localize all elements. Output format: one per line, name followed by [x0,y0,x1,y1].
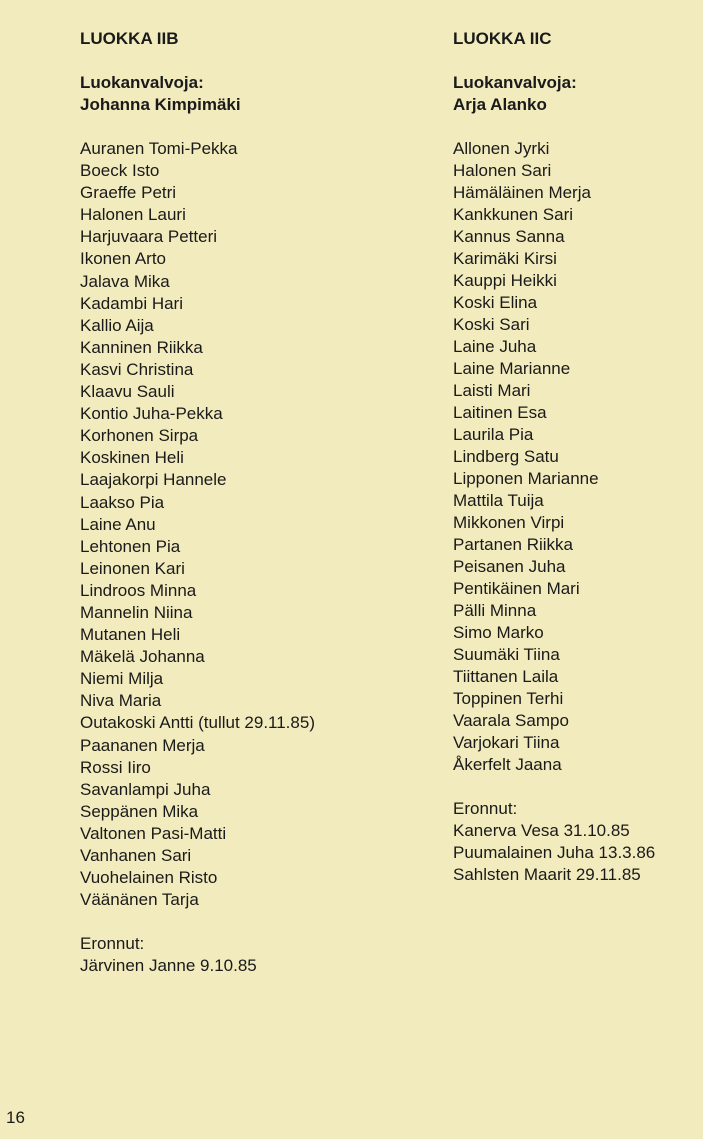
student-name: Boeck Isto [80,161,160,181]
student-name: Halonen Sari [453,161,552,180]
student-name: Kankkunen Sari [453,205,574,224]
class-iic-resigned-list [453,820,698,886]
student-name: Kanninen Riikka [80,337,203,357]
student-name: Mattila Tuija [453,491,544,510]
student-name: Ikonen Arto [80,249,167,269]
student-name: Valtonen Pasi-Matti [80,823,227,843]
student-name: Koskinen Heli [80,448,184,468]
student-name: Kadambi Hari [80,293,183,313]
student-name: Niemi Milja [80,669,164,689]
student-name: Laine Marianne [453,359,571,378]
student-name: Tiittanen Laila [453,667,559,686]
student-name: Peisanen Juha [453,557,566,576]
student-name: Lehtonen Pia [80,536,181,556]
student-name: Mutanen Heli [80,625,181,645]
class-iib-resigned [80,933,410,977]
class-iib-column [80,28,410,977]
student-name: Laitinen Esa [453,403,547,422]
student-name: Laakso Pia [80,492,165,512]
student-name: Koski Sari [453,315,530,334]
resigned-student: Sahlsten Maarit 29.11.85 [453,865,641,884]
student-name: Simo Marko [453,623,544,642]
resigned-student: Järvinen Janne 9.10.85 [80,956,257,976]
class-iib-teacher [80,72,410,116]
student-name: Koski Elina [453,293,538,312]
student-name: Laine Juha [453,337,537,356]
teacher-name: Johanna Kimpimäki [80,95,241,114]
student-name: Niva Maria [80,691,162,711]
student-name: Mannelin Niina [80,602,193,622]
student-name: Lipponen Marianne [453,469,599,488]
class-iic-column [453,28,698,886]
student-name: Suumäki Tiina [453,645,560,664]
student-name: Seppänen Mika [80,801,199,821]
class-iib-resigned-list [80,955,410,977]
student-name: Varjokari Tiina [453,733,560,752]
teacher-name: Arja Alanko [453,95,547,114]
student-name: Vanhanen Sari [80,846,192,865]
student-name: Laurila Pia [453,425,534,444]
student-name: Åkerfelt Jaana [453,755,562,774]
student-name: Kontio Juha-Pekka [80,404,223,424]
student-name: Hämäläinen Merja [453,183,591,202]
class-iic-teacher [453,72,698,116]
student-name: Halonen Lauri [80,205,186,225]
student-name: Savanlampi Juha [80,779,211,799]
student-name: Rossi Iiro [80,757,151,777]
page-number: 16 [6,1108,25,1127]
resigned-label: Eronnut: [453,799,518,818]
student-name: Mikkonen Virpi [453,513,565,532]
teacher-label: Luokanvalvoja: [453,73,577,92]
student-name: Kauppi Heikki [453,271,557,290]
student-name: Kallio Aija [80,315,154,335]
student-name: Väänänen Tarja [80,890,199,910]
student-name: Vuohelainen Risto [80,868,218,888]
resigned-student: Puumalainen Juha 13.3.86 [453,843,656,862]
student-name: Leinonen Kari [80,558,185,578]
student-name: Laisti Mari [453,381,531,400]
resigned-student: Kanerva Vesa 31.10.85 [453,821,630,840]
student-name: Graeffe Petri [80,183,177,203]
student-name: Outakoski Antti (tullut 29.11.85) [80,713,315,733]
student-name: Mäkelä Johanna [80,647,205,667]
student-name: Auranen Tomi-Pekka [80,139,238,158]
student-name: Jalava Mika [80,271,170,291]
student-name: Vaarala Sampo [453,711,569,730]
student-name: Lindberg Satu [453,447,559,466]
student-name: Paananen Merja [80,735,205,755]
student-name: Lindroos Minna [80,580,197,600]
student-name: Toppinen Terhi [453,689,564,708]
student-name: Korhonen Sirpa [80,426,199,446]
class-iic-title: LUOKKA IIC [453,29,552,48]
student-name: Pälli Minna [453,601,537,620]
student-name: Klaavu Sauli [80,382,175,402]
teacher-label: Luokanvalvoja: [80,73,204,92]
student-name: Allonen Jyrki [453,139,550,158]
student-name: Laajakorpi Hannele [80,470,227,490]
class-iib-title: LUOKKA IIB [80,29,179,48]
student-name: Karimäki Kirsi [453,249,557,268]
student-name: Kannus Sanna [453,227,565,246]
resigned-label: Eronnut: [80,934,145,954]
student-name: Kasvi Christina [80,359,194,379]
student-name: Pentikäinen Mari [453,579,580,598]
class-iic-resigned [453,798,698,886]
student-name: Harjuvaara Petteri [80,227,218,247]
student-name: Partanen Riikka [453,535,574,554]
class-iic-student-list [453,138,698,776]
student-name: Laine Anu [80,514,156,534]
class-iib-student-list [80,138,410,911]
